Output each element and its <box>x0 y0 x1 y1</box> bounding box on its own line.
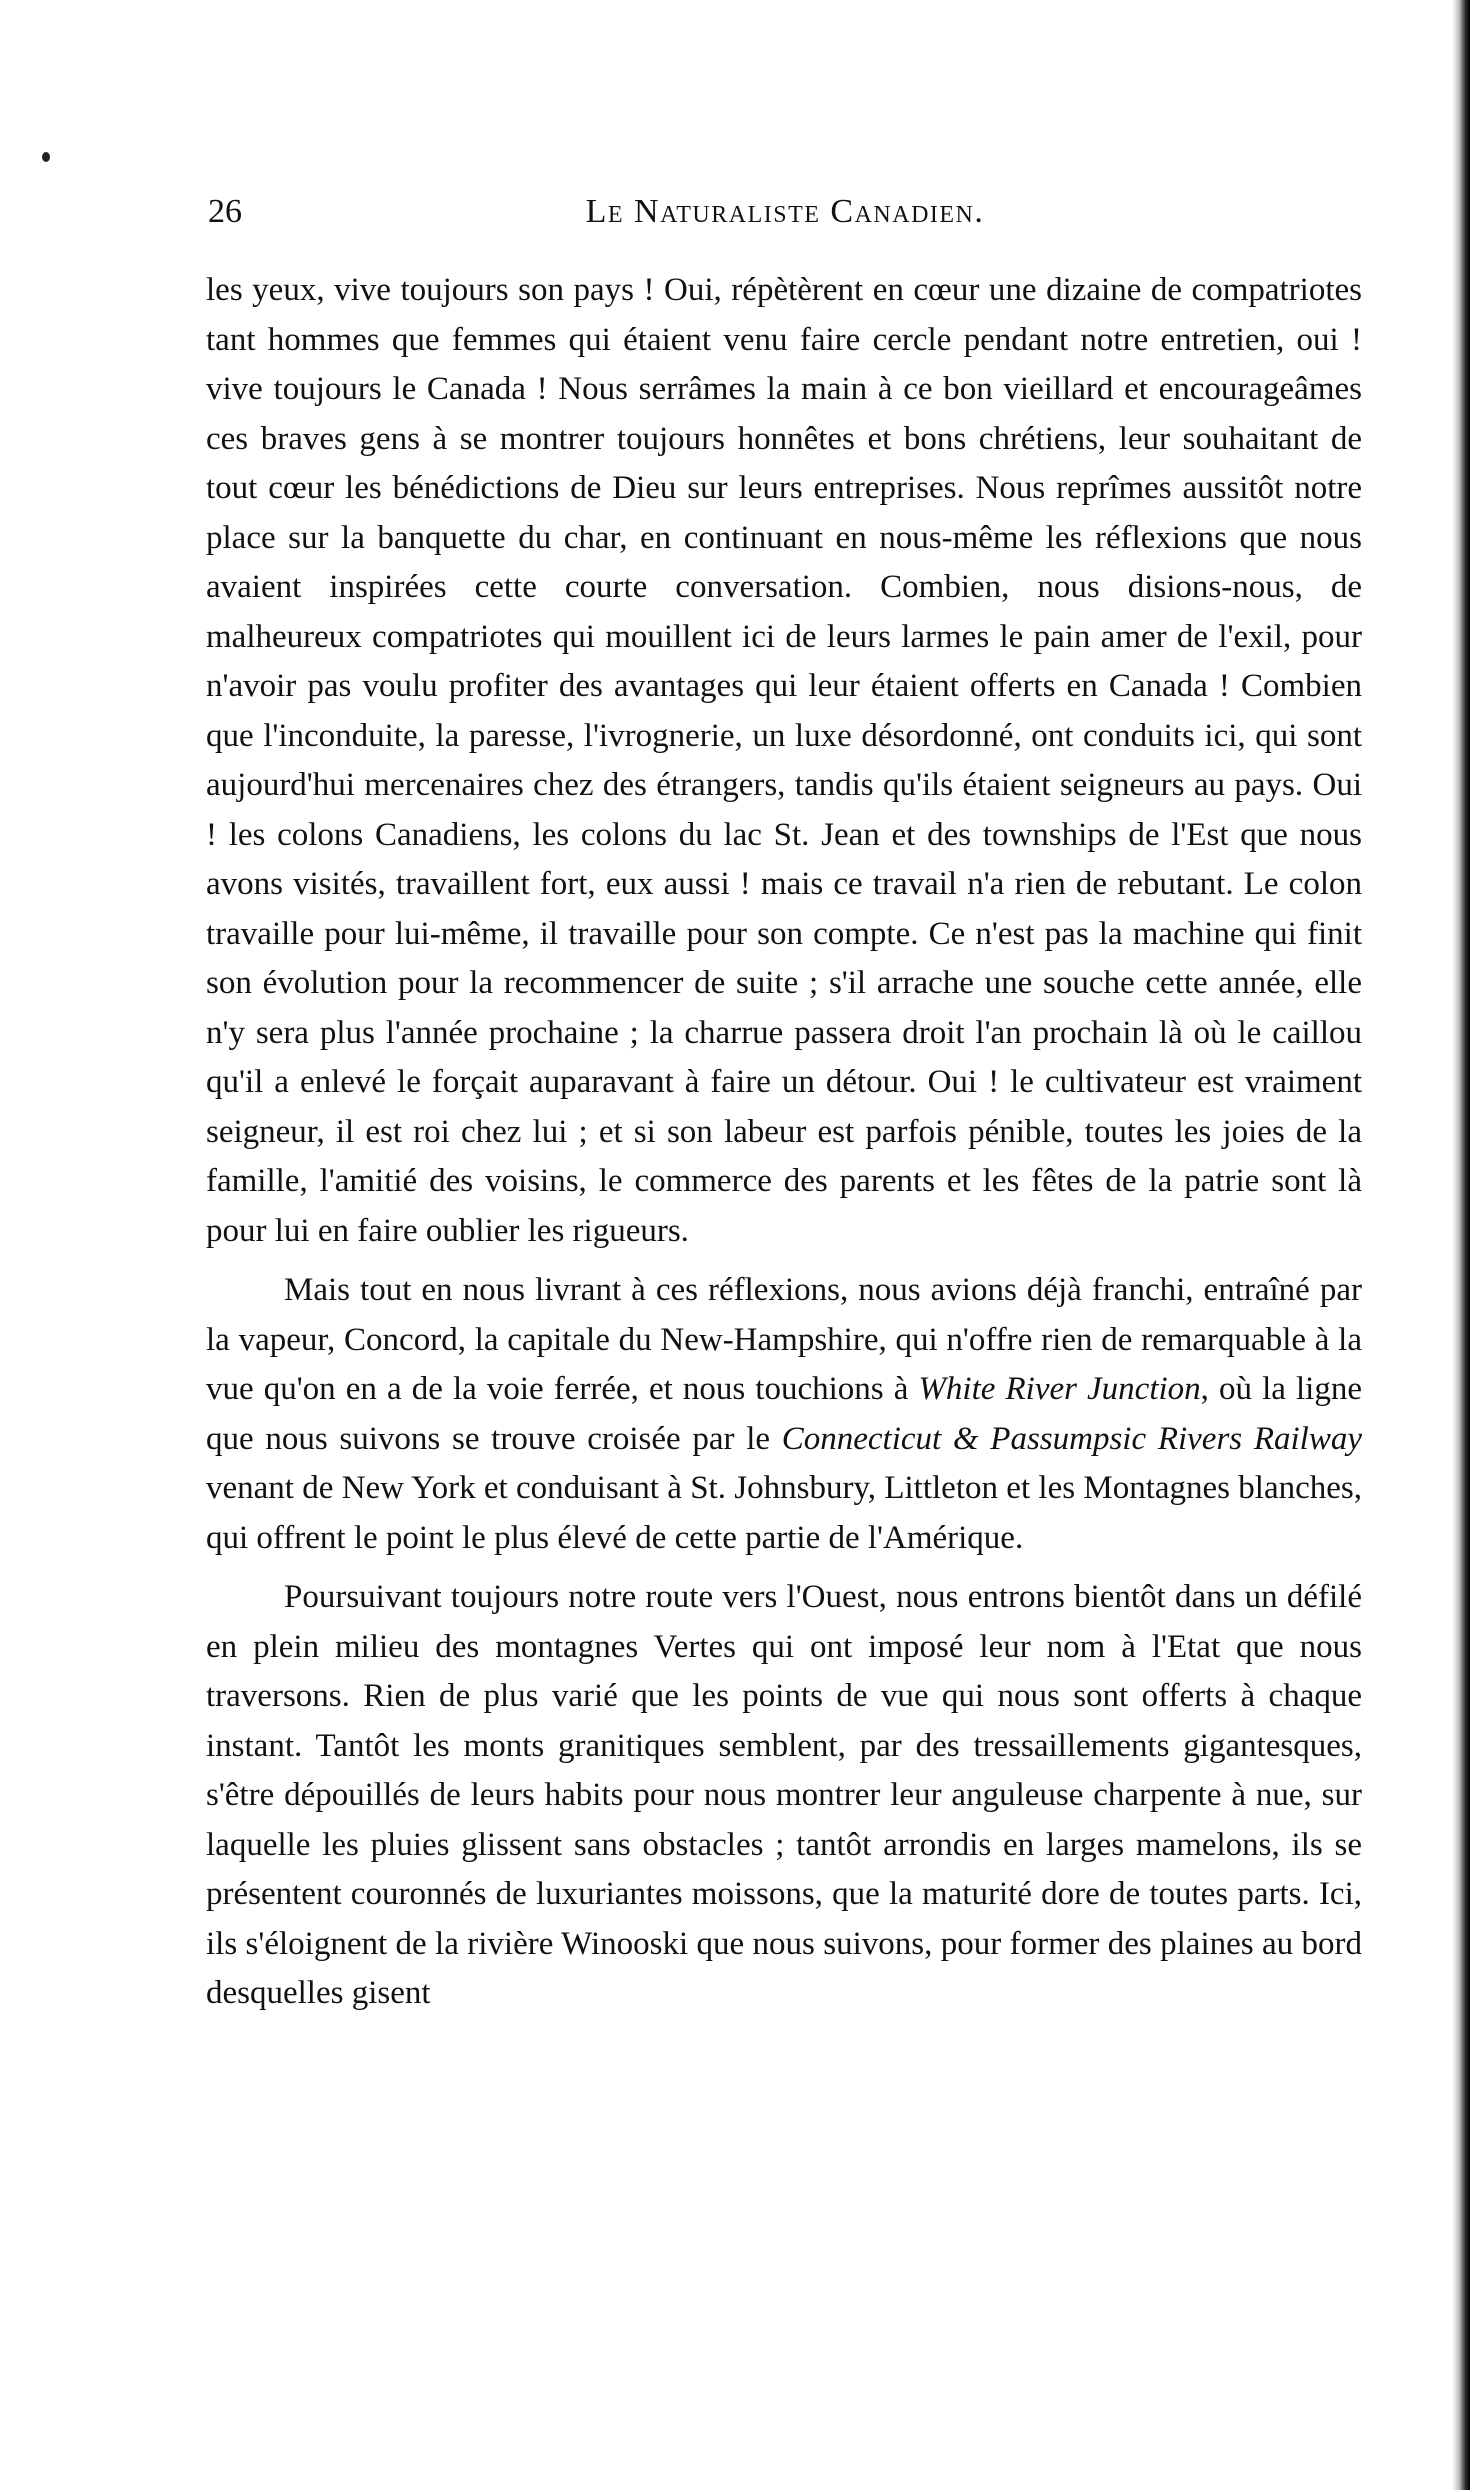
paragraph-text: venant de New York et conduisant à St. Johnsbury, Littleton et les Montagnes blanches, qui offrent le point le plus élevé de cette partie de l'Amérique. <box>206 1470 1362 1556</box>
paragraph-1 <box>206 266 1362 1256</box>
italic-place-name: White River Junction <box>918 1371 1201 1407</box>
paragraph-text: Mais tout en nous livrant à ces réflexions, nous avions déjà franchi, entraîné par la vapeur, Concord, la capitale du New-Hampshire, qui n'offre rien de remarquable à la vue qu'on en a de la voie ferrée, et nous touchions à <box>206 1272 1362 1407</box>
page-number: 26 <box>208 193 242 230</box>
ink-speck <box>42 152 50 162</box>
page-edge-shadow <box>1452 0 1470 2490</box>
body-text <box>206 266 1362 2019</box>
paragraph-3 <box>206 1573 1362 2019</box>
paragraph-text: , où la ligne que nous suivons se trouve croisée par le <box>206 1371 1362 1457</box>
italic-railway-name: Connecticut & Passumpsic Rivers Railway <box>781 1420 1362 1457</box>
running-title: Le Naturaliste Canadien. <box>585 193 985 230</box>
paragraph-text: Poursuivant toujours notre route vers l'Ouest, nous entrons bientôt dans un défilé en plein milieu des montagnes Vertes qui ont imposé leur nom à l'Etat que nous traversons. Rien de plus varié que les points de vue qui nous sont offerts à chaque instant. Tantôt les monts granitiques semblent, par des tressaillements gigantesques, s'être dépouillés de leurs habits pour nous montrer leur anguleuse charpente à nue, sur laquelle les pluies glissent sans obstacles ; tantôt arrondis en larges mamelons, ils se présentent couronnés de luxuriantes moissons, que la maturité dore de toutes parts. Ici, ils s'éloignent de la rivière Winooski que nous suivons, pour former des plaines au bord desquelles gisent <box>206 1579 1362 2011</box>
paragraph-text: les yeux, vive toujours son pays ! Oui, répètèrent en cœur une dizaine de compatriotes tant hommes que femmes qui étaient venu faire cercle pendant notre entretien, oui ! vive toujours le Canada ! Nous serrâmes la main à ce bon vieillard et encourageâmes ces braves gens à se montrer toujours honnêtes et bons chrétiens, leur souhaitant de tout cœur les bénédictions de Dieu sur leurs entreprises. Nous reprîmes aussitôt notre place sur la banquette du char, en continuant en nous-même les réflexions que nous avaient inspirées cette courte conversation. Combien, nous disions-nous, de malheureux compatriotes qui mouillent ici de leurs larmes le pain amer de l'exil, pour n'avoir pas voulu profiter des avantages qui leur étaient offerts en Canada ! Combien que l'inconduite, la paresse, l'ivrognerie, un luxe désordonné, ont conduits ici, qui sont aujourd'hui mercenaires chez des étrangers, tandis qu'ils étaient seigneurs au pays. Oui ! les colons Canadiens, les colons du lac St. Jean et des townships de l'Est que nous avons visités, travaillent fort, eux aussi ! mais ce travail n'a rien de rebutant. Le colon travaille pour lui-même, il travaille pour son compte. Ce n'est pas la machine qui finit son évolution pour la recommencer de suite ; s'il arrache une souche cette année, elle n'y sera plus l'année prochaine ; la charrue passera droit l'an prochain là où le caillou qu'il a enlevé le forçait auparavant à faire un détour. Oui ! le cultivateur est vraiment seigneur, il est roi chez lui ; et si son labeur est parfois pénible, toutes les joies de la famille, l'amitié des voisins, le commerce des parents et les fêtes de la patrie sont là pour lui en faire oublier les rigueurs. <box>206 272 1362 1249</box>
page-header <box>208 186 1362 238</box>
paragraph-2 <box>206 1266 1362 1563</box>
